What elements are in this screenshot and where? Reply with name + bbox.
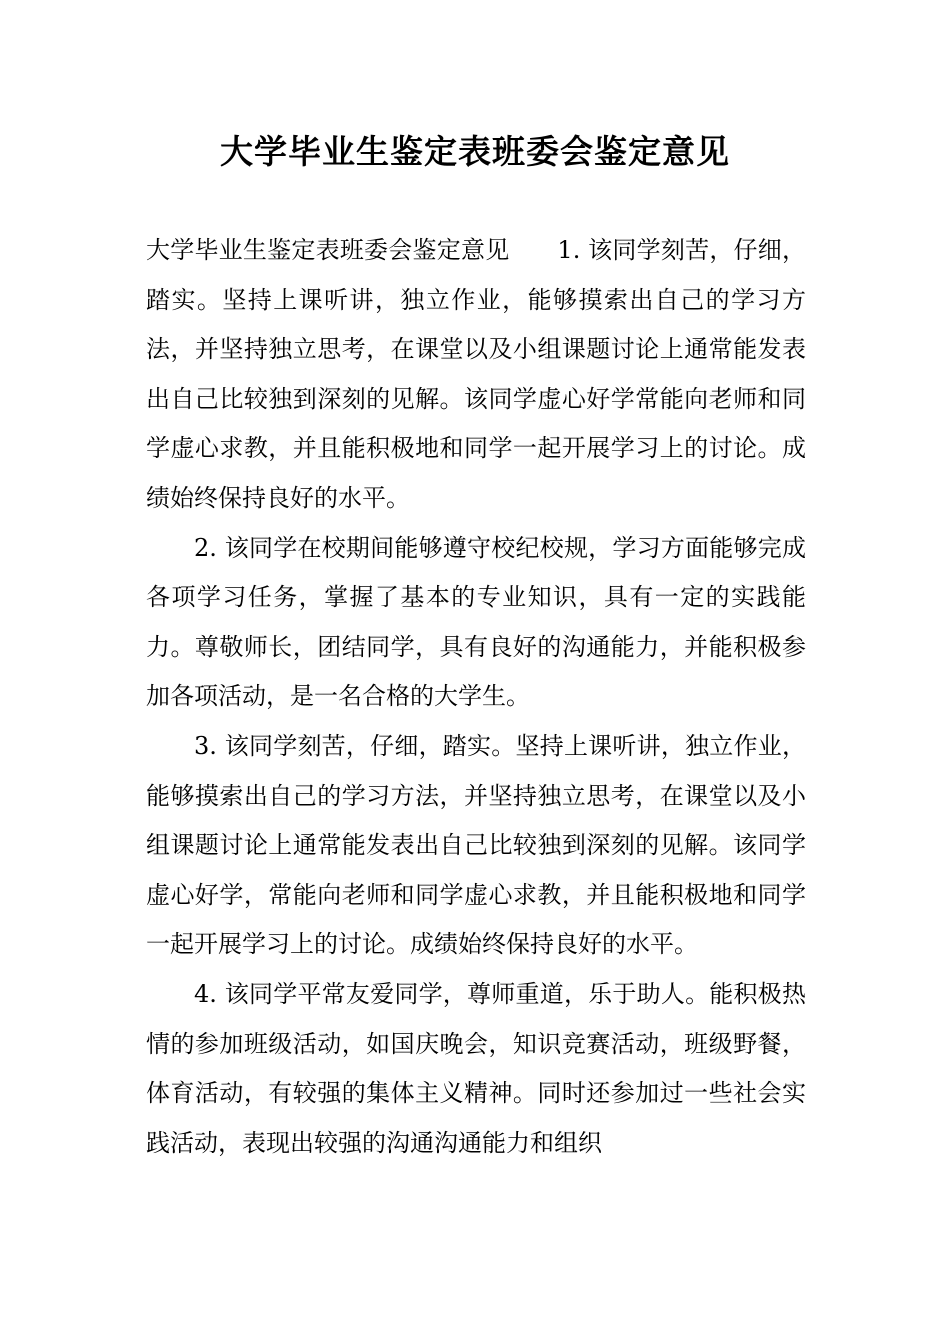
paragraph-1-text: 1. 该同学刻苦，仔细，踏实。坚持上课听讲，独立作业，能够摸索出自己的学习方法，并坚持独立思考，在课堂以及小组课题讨论上通常能发表出自己比较独到深刻的见解。该同学虚心好学常能向老师和同学虚心求教，并且能积极地和同学一起开展学习上的讨论。成绩始终保持良好的水平。 (146, 236, 806, 512)
intro-heading: 大学毕业生鉴定表班委会鉴定意见 (146, 236, 510, 264)
paragraph-2: 2. 该同学在校期间能够遵守校纪校规，学习方面能够完成各项学习任务，掌握了基本的专业知识，具有一定的实践能力。尊敬师长，团结同学，具有良好的沟通能力，并能积极参加各项活动，是一名合格的大学生。 (146, 533, 806, 711)
document-title: 大学毕业生鉴定表班委会鉴定意见 (220, 132, 730, 171)
paragraph-3: 3. 该同学刻苦，仔细，踏实。坚持上课听讲，独立作业，能够摸索出自己的学习方法，并坚持独立思考，在课堂以及小组课题讨论上通常能发表出自己比较独到深刻的见解。该同学虚心好学，常能向老师和同学虚心求教，并且能积极地和同学一起开展学习上的讨论。成绩始终保持良好的水平。 (146, 731, 806, 959)
paragraph-1 (146, 226, 806, 524)
document-body (146, 226, 806, 1168)
paragraph-4: 4. 该同学平常友爱同学，尊师重道，乐于助人。能积极热情的参加班级活动，如国庆晚会，知识竞赛活动，班级野餐，体育活动，有较强的集体主义精神。同时还参加过一些社会实践活动，表现出较强的沟通沟通能力和组织 (146, 979, 806, 1157)
